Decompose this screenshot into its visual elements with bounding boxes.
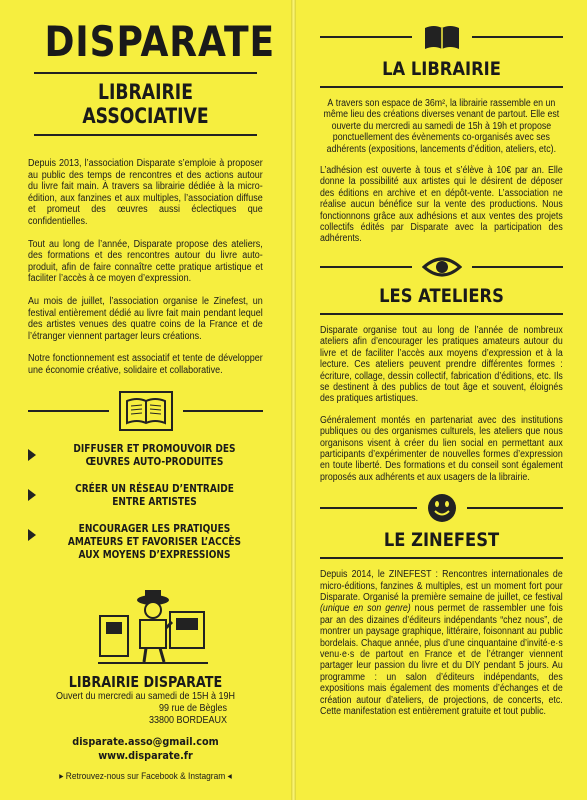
goal-item: [28, 483, 263, 509]
librairie-paragraph-1: À travers son espace de 36m², la librairie rassemble en un même lieu des créations diverses venant de partout. Elle est ouverte du mercredi au samedi de 15h à 19h et propose ponctuellement des évènements co-organisés avec ses adhérents (expositions, lancements d’édition, ateliers, etc).: [323, 98, 560, 155]
email-link[interactable]: disparate.asso@gmail.com: [72, 734, 219, 748]
brand-title: DISPARATE: [44, 17, 276, 66]
zinefest-italic-note: (unique en son genre): [320, 603, 411, 615]
open-book-icon: [119, 391, 173, 431]
goal-text: CRÉER UN RÉSEAU D’ENTRAIDE ENTRE ARTISTES: [75, 482, 234, 508]
footer-hours: Ouvert du mercredi au samedi de 15H à 19H: [55, 690, 236, 702]
ateliers-paragraph-1: Disparate organise tout au long de l’année de nombreux ateliers afin d’encourager les pratiques amateurs autour du livre et de faciliter l’accès aux moyens d’expression et à la lecture. Ces ateliers peuvent prendre différentes formes : écriture, collage, dessin collectif, fabrication d’éditions, etc. Ils se destinent à des publics de tout âge et souvent, éloignés des pratiques artistiques.: [320, 324, 563, 405]
ateliers-paragraph-2: Généralement montés en partenariat avec des institutions publiques ou des organismes culturels, les ateliers que nous organisons visent à créer du lien social en permettant aux participants d’expérimenter de nouvelles formes d’expression en toute liberté. Des formations et du conseil sont également proposés aux adhérents et aux usagers de la librairie.: [320, 414, 563, 483]
eye-section-divider: [320, 255, 563, 279]
section-divider: [320, 313, 563, 315]
section-title-ateliers: LES ATELIERS: [379, 284, 504, 307]
intro-paragraph-3: Au mois de juillet, l’association organise le Zinefest, un festival entièrement dédié au livre fait main pendant lequel des artistes venues des quatre coins de la France et de l’étranger viennent partager leurs créations.: [28, 295, 263, 342]
goal-item: [28, 523, 263, 562]
librairie-paragraph-2: L’adhésion est ouverte à tous et s’élève à 10€ par an. Elle donne la possibilité aux artistes qui le désirent de déposer des éditions en archive et en dépôt-vente. L’association ne réalise aucun bénéfice sur la vente des productions. Nous fonctionnons grâce aux adhésions et aux ventes des projets collectifs édités par Disparate avec la participation des adhérents.: [320, 165, 563, 245]
section-title-zinefest: LE ZINEFEST: [383, 529, 500, 552]
section-divider: [320, 557, 563, 559]
zinefest-text-start: Depuis 2014, le ZINEFEST : Rencontres internationales de micro-éditions, fanzines & multiples, est un moment fort pour Disparate. Organisé la première semaine de juillet, ce festival: [320, 569, 563, 603]
zinefest-paragraph: [320, 569, 563, 717]
section-divider: [320, 86, 563, 88]
goal-item: [28, 443, 263, 469]
arrow-right-icon: [28, 489, 36, 501]
contact-block: [42, 735, 249, 763]
brand-subtitle: LIBRAIRIE ASSOCIATIVE: [82, 80, 209, 128]
arrow-right-icon: [28, 529, 36, 541]
brand-divider: [34, 72, 257, 74]
footer-street: 99 rue de Bègles: [158, 702, 227, 714]
book-divider: [28, 391, 263, 431]
intro-paragraph-4: Notre fonctionnement est associatif et tente de développer une économie créative, solidaire et collaborative.: [28, 353, 263, 376]
left-panel: [0, 0, 291, 800]
footer-name: LIBRAIRIE DISPARATE: [68, 672, 223, 691]
social-note: ▸ Retrouvez-nous sur Facebook & Instagram ◂: [59, 770, 232, 782]
footer-city: 33800 BORDEAUX: [148, 714, 227, 726]
arrow-right-icon: [28, 449, 36, 461]
right-panel: [296, 0, 587, 800]
mascot-illustration-icon: [98, 586, 208, 664]
intro-paragraph-2: Tout au long de l’année, Disparate propose des ateliers, des formations et des rencontres autour du livre auto-produit, afin de faire connaître cette pratique artistique et faciliter l’accès à ce moyen d’expression.: [28, 238, 263, 285]
book-section-divider: [320, 22, 563, 52]
smiley-section-divider: [320, 493, 563, 523]
eye-icon: [422, 255, 462, 279]
zinefest-text-end: nous permet de rassembler une fois par an des dizaines d’éditeurs indépendants “chez nous”, de montrer un paysage graphique, littéraire, foisonnant au public bordelais. Chaque année, plus d’une cinquantaine d’invité·e·s venu·e·s de partout en France et de l’étranger viennent partager leur passion du livre et du DIY pendant 5 jours. Au programme : un salon d’éditeurs indépendants, des expositions mais également des moments d’échanges et de création autour d’ateliers, de projections, de concerts, etc. Cette manifestation est entièrement gratuite et tout public.: [320, 603, 563, 718]
section-title-librairie: LA LIBRAIRIE: [382, 58, 501, 80]
goal-text: DIFFUSER ET PROMOUVOIR DES ŒUVRES AUTO-PRODUITES: [73, 442, 236, 468]
website-link[interactable]: www.disparate.fr: [98, 748, 193, 762]
goal-text: ENCOURAGER LES PRATIQUES AMATEURS ET FAVORISER L’ACCÈS AUX MOYENS D’EXPRESSIONS: [67, 522, 242, 561]
intro-paragraph-1: Depuis 2013, l’association Disparate s’emploie à proposer au public des temps de rencontres et des actions autour du livre fait main. À travers sa librairie dédiée à la micro-édition, aux fanzines et aux multiples, l’association diffuse et promeut des œuvres aussi éclectiques que confidentielles.: [28, 158, 263, 227]
brand-divider-bottom: [34, 134, 257, 136]
smiley-face-icon: [427, 493, 457, 523]
open-book-icon: [422, 22, 462, 52]
